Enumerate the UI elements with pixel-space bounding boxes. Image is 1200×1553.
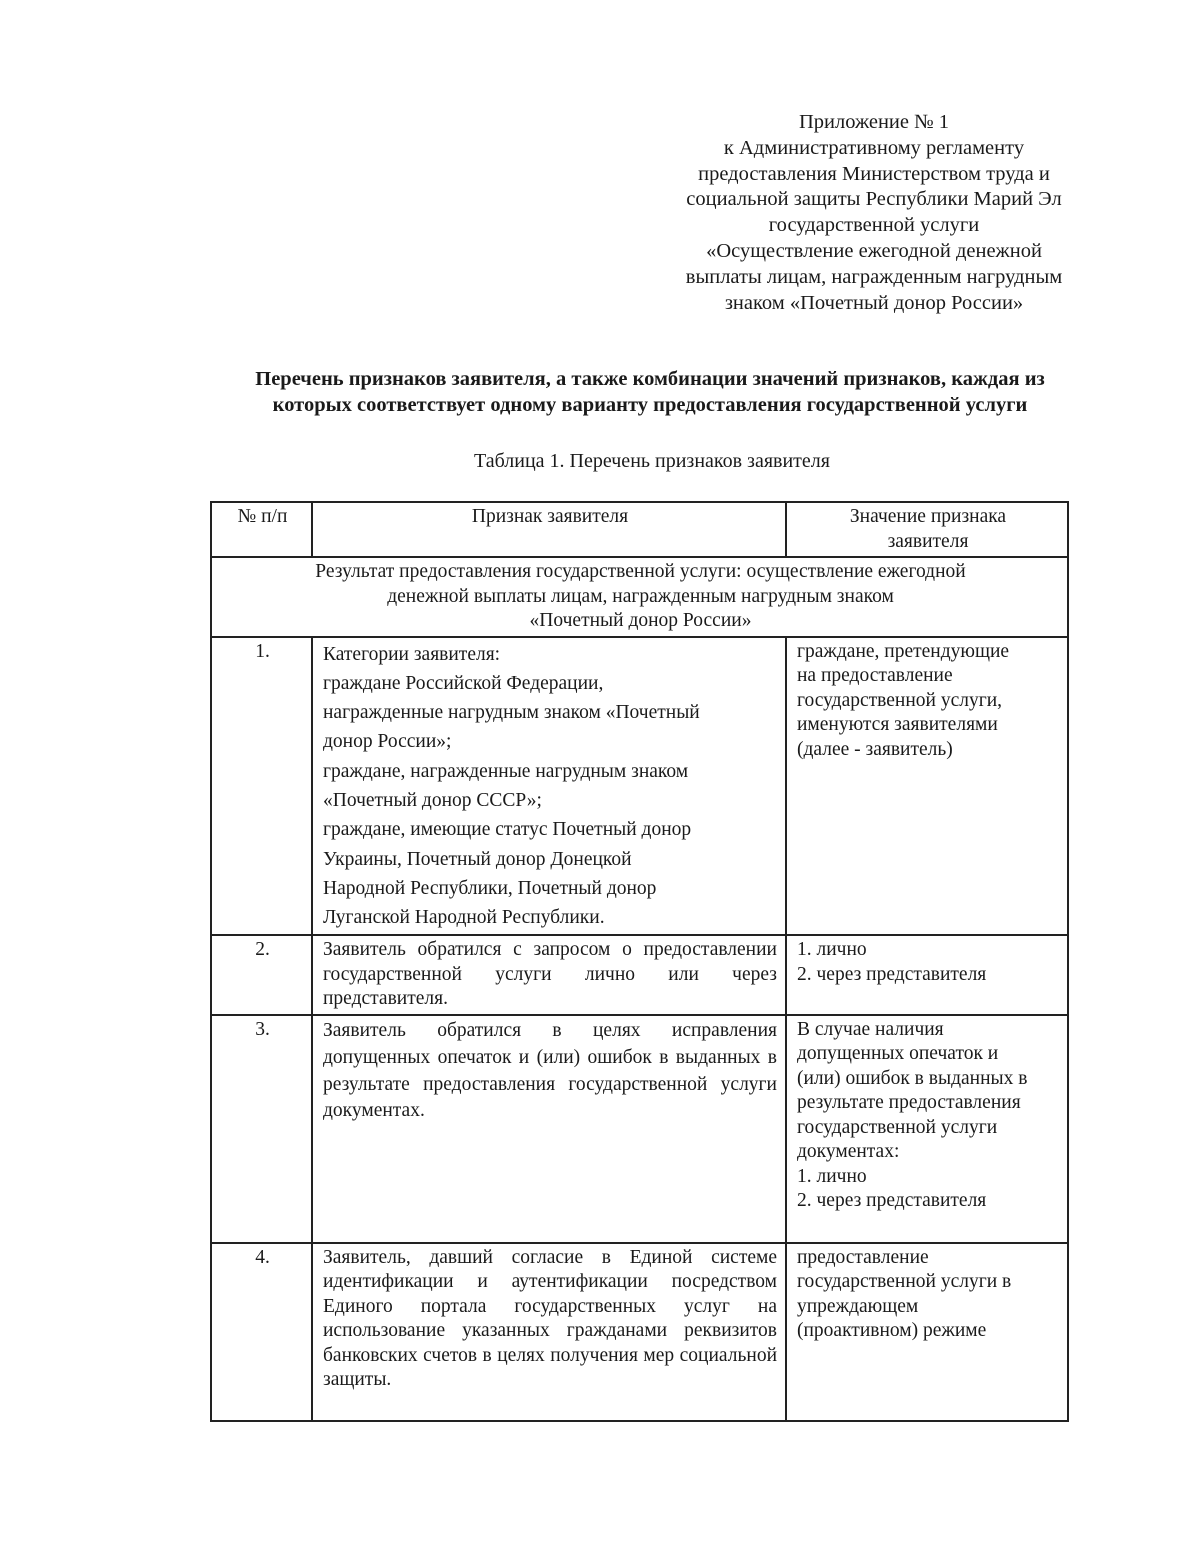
value-line: (далее - заявитель): [797, 738, 953, 760]
result-line: денежной выплаты лицам, награжденным нагрудным знаком: [387, 585, 894, 607]
value-line: предоставление: [797, 1246, 929, 1268]
appendix-line: государственной услуги: [768, 214, 980, 237]
value-line: результате предоставления: [797, 1092, 1021, 1114]
row-value: [786, 1243, 1068, 1421]
sign-line: награжденные нагрудным знаком «Почетный: [323, 702, 700, 724]
document-heading: [200, 366, 1100, 418]
appendix-line: «Осуществление ежегодной денежной: [706, 239, 1042, 262]
value-line: граждане, претендующие: [797, 640, 1010, 662]
result-line: Результат предоставления государственной услуги: осуществление ежегодной: [315, 561, 966, 582]
result-line: «Почетный донор России»: [529, 610, 752, 631]
appendix-line: выплаты лицам, награжденным нагрудным: [685, 265, 1063, 288]
table-header-row: [211, 502, 1068, 557]
value-line: 1. лично: [797, 939, 867, 961]
header-value-line: Значение признака: [849, 506, 1007, 527]
appendix-block: [660, 110, 1088, 316]
value-line: 2. через представителя: [797, 1190, 987, 1212]
appendix-line: социальной защиты Республики Марий Эл: [686, 188, 1062, 211]
row-value: [786, 1015, 1068, 1243]
row-value: [786, 935, 1068, 1015]
row-sign: [312, 637, 786, 936]
value-line: (проактивном) режиме: [797, 1320, 987, 1342]
value-line: государственной услуги,: [797, 689, 1003, 711]
appendix-line: к Административному регламенту: [723, 136, 1025, 159]
value-line: на предоставление: [797, 665, 953, 686]
sign-line: граждане, имеющие статус Почетный донор: [323, 819, 692, 841]
table-caption: Таблица 1. Перечень признаков заявителя: [474, 450, 830, 472]
sign-line: донор России»;: [323, 731, 452, 753]
row-number: 4.: [211, 1243, 312, 1421]
appendix-line: предоставления Министерством труда и: [698, 162, 1050, 185]
value-line: В случае наличия: [797, 1018, 944, 1040]
table-row: [211, 1243, 1068, 1421]
appendix-line: Приложение № 1: [798, 111, 950, 133]
value-line: 1. лично: [797, 1165, 867, 1187]
row-number: 1.: [211, 637, 312, 936]
row-sign: Заявитель обратился в целях исправления допущенных опечаток и (или) ошибок в выданных в результате предоставления государственной услуги документах.: [312, 1015, 786, 1243]
value-line: государственной услуги в: [797, 1271, 1012, 1293]
sign-line: Категории заявителя:: [323, 643, 501, 665]
appendix-line: знаком «Почетный донор России»: [724, 291, 1024, 314]
value-line: именуются заявителями: [797, 714, 998, 735]
value-line: государственной услуги: [797, 1116, 998, 1138]
applicant-signs-table: [210, 501, 1069, 1422]
header-value: [786, 502, 1068, 557]
sign-line: «Почетный донор СССР»;: [323, 789, 542, 811]
result-cell: [211, 557, 1068, 637]
result-row: [211, 557, 1068, 637]
table-row: [211, 637, 1068, 936]
table-row: [211, 1015, 1068, 1243]
sign-line: граждане Российской Федерации,: [323, 672, 604, 694]
heading-line: Перечень признаков заявителя, а также комбинации значений признаков, каждая из: [255, 368, 1045, 390]
header-value-line: заявителя: [887, 530, 969, 552]
row-number: 3.: [211, 1015, 312, 1243]
sign-line: Народной Республики, Почетный донор: [323, 877, 657, 899]
table-row: [211, 935, 1068, 1015]
heading-line: которых соответствует одному варианту предоставления государственной услуги: [272, 394, 1028, 416]
sign-line: Луганской Народной Республики.: [323, 907, 605, 929]
value-line: 2. через представителя: [797, 963, 987, 985]
sign-line: граждане, награжденные нагрудным знаком: [323, 760, 689, 782]
value-line: документах:: [797, 1141, 900, 1163]
value-line: упреждающем: [797, 1295, 919, 1317]
sign-line: Украины, Почетный донор Донецкой: [323, 848, 632, 870]
header-num: № п/п: [211, 502, 312, 557]
row-sign: Заявитель, давший согласие в Единой системе идентификации и аутентификации посредством Единого портала государственных услуг на использование указанных гражданами реквизитов банковских счетов в целях получения мер социальной защиты.: [312, 1243, 786, 1421]
header-sign: Признак заявителя: [312, 502, 786, 557]
row-value: [786, 637, 1068, 936]
value-line: допущенных опечаток и: [797, 1043, 999, 1065]
value-line: (или) ошибок в выданных в: [797, 1067, 1028, 1089]
row-number: 2.: [211, 935, 312, 1015]
row-sign: Заявитель обратился с запросом о предоставлении государственной услуги лично или через представителя.: [312, 935, 786, 1015]
